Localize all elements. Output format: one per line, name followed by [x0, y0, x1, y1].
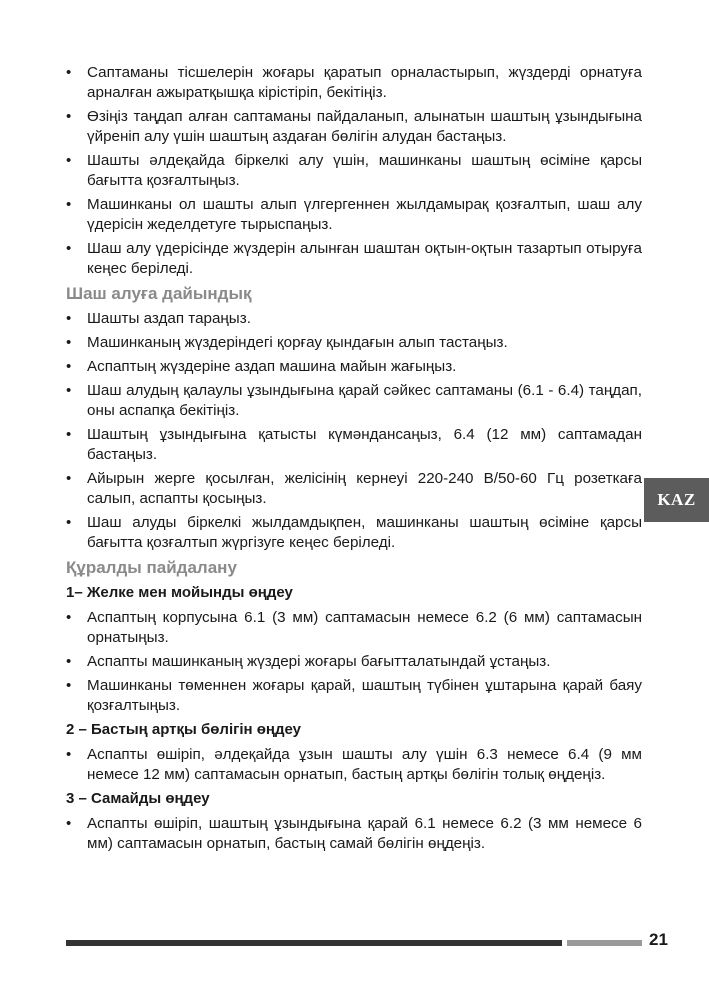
- subheading-temples: 3 – Самайды өңдеу: [66, 790, 210, 807]
- list-item: [66, 309, 642, 329]
- list-item-text: • Машинканы төменнен жоғары қарай, шаштың түбінен ұштарына қарай баяу қозғалтыңыз.: [87, 677, 642, 714]
- temples-bullet-list: [66, 814, 642, 854]
- language-tab: [644, 478, 709, 522]
- list-item: [66, 469, 642, 509]
- list-item: [66, 195, 642, 235]
- section-heading-usage: Құралды пайдалану: [66, 558, 237, 577]
- list-item-text: • Аспапты машинканың жүздері жоғары бағытталатындай ұстаңыз.: [87, 653, 551, 670]
- list-item-text: • Шаш алудың қалаулы ұзындығына қарай сәйкес саптаманы (6.1 - 6.4) таңдап, оны аспапқа бекітіңіз.: [87, 382, 642, 419]
- list-item: [66, 814, 642, 854]
- list-item-text: • Аспапты өшіріп, шаштың ұзындығына қарай 6.1 немесе 6.2 (3 мм немесе 6 мм) саптамасын орнатып, бастың самай бөлігін өңдеңіз.: [87, 815, 642, 852]
- intro-bullet-list: [66, 63, 642, 279]
- manual-content: [66, 63, 642, 858]
- list-item-text: • Айырын жерге қосылған, желісінің кернеуі 220-240 В/50-60 Гц розеткаға салып, аспапты қосыңыз.: [87, 470, 642, 507]
- list-item: [66, 676, 642, 716]
- list-item-text: • Шаш алуды біркелкі жылдамдықпен, машинканы шаштың өсіміне қарсы бағытта қозғалтып жүргізуге кеңес беріледі.: [87, 514, 642, 551]
- section-heading-preparation: Шаш алуға дайындық: [66, 284, 252, 303]
- list-item-text: • Шашты әлдеқайда біркелкі алу үшін, машинканы шаштың өсіміне қарсы бағытта қозғалтыңыз.: [87, 152, 642, 189]
- list-item: [66, 107, 642, 147]
- back-of-head-bullet-list: [66, 745, 642, 785]
- list-item-text: • Аспаптың жүздеріне аздап машина майын жағыңыз.: [87, 358, 457, 375]
- list-item-text: • Өзіңіз таңдап алған саптаманы пайдаланып, алынатын шаштың ұзындығына үйреніп алу үшін шаштың аздаған бөлігін алудан бастаңыз.: [87, 108, 642, 145]
- list-item-text: • Машинканы ол шашты алып үлгергеннен жылдамырақ қозғалтып, шаш алу үдерісін жеделдетуге тырыспаңыз.: [87, 196, 642, 233]
- page-number: 21: [649, 930, 668, 949]
- list-item-text: • Шаш алу үдерісінде жүздерін алынған шаштан оқтын-оқтын тазартып отыруға кеңес беріледі.: [87, 240, 642, 277]
- list-item-text: • Машинканың жүздеріндегі қорғау қындағын алып тастаңыз.: [87, 334, 508, 351]
- list-item: [66, 357, 642, 377]
- language-tab-label: KAZ: [657, 490, 696, 509]
- footer-rule-light: [567, 940, 642, 946]
- list-item: [66, 381, 642, 421]
- list-item: [66, 652, 642, 672]
- list-item: [66, 63, 642, 103]
- list-item-text: • Шашты аздап тараңыз.: [87, 310, 251, 327]
- list-item: [66, 513, 642, 553]
- subheading-neck: 1– Желке мен мойынды өңдеу: [66, 584, 293, 601]
- list-item-text: • Саптаманы тісшелерін жоғары қаратып орналастырып, жүздерді орнатуға арналған ажыратқышқа кірістіріп, бекітіңіз.: [87, 64, 642, 101]
- neck-bullet-list: [66, 608, 642, 716]
- list-item-text: • Аспапты өшіріп, әлдеқайда ұзын шашты алу үшін 6.3 немесе 6.4 (9 мм немесе 12 мм) саптамасын орнатып, бастың артқы бөлігін толық өңдеңіз.: [87, 746, 642, 783]
- list-item: [66, 425, 642, 465]
- footer-rule-dark: [66, 940, 562, 946]
- list-item: [66, 151, 642, 191]
- list-item: [66, 608, 642, 648]
- list-item-text: • Шаштың ұзындығына қатысты күмәндансаңыз, 6.4 (12 мм) саптамадан бастаңыз.: [87, 426, 642, 463]
- list-item-text: • Аспаптың корпусына 6.1 (3 мм) саптамасын немесе 6.2 (6 мм) саптамасын орнатыңыз.: [87, 609, 642, 646]
- list-item: [66, 239, 642, 279]
- subheading-back-of-head: 2 – Бастың артқы бөлігін өңдеу: [66, 721, 302, 738]
- preparation-bullet-list: [66, 309, 642, 553]
- list-item: [66, 333, 642, 353]
- list-item: [66, 745, 642, 785]
